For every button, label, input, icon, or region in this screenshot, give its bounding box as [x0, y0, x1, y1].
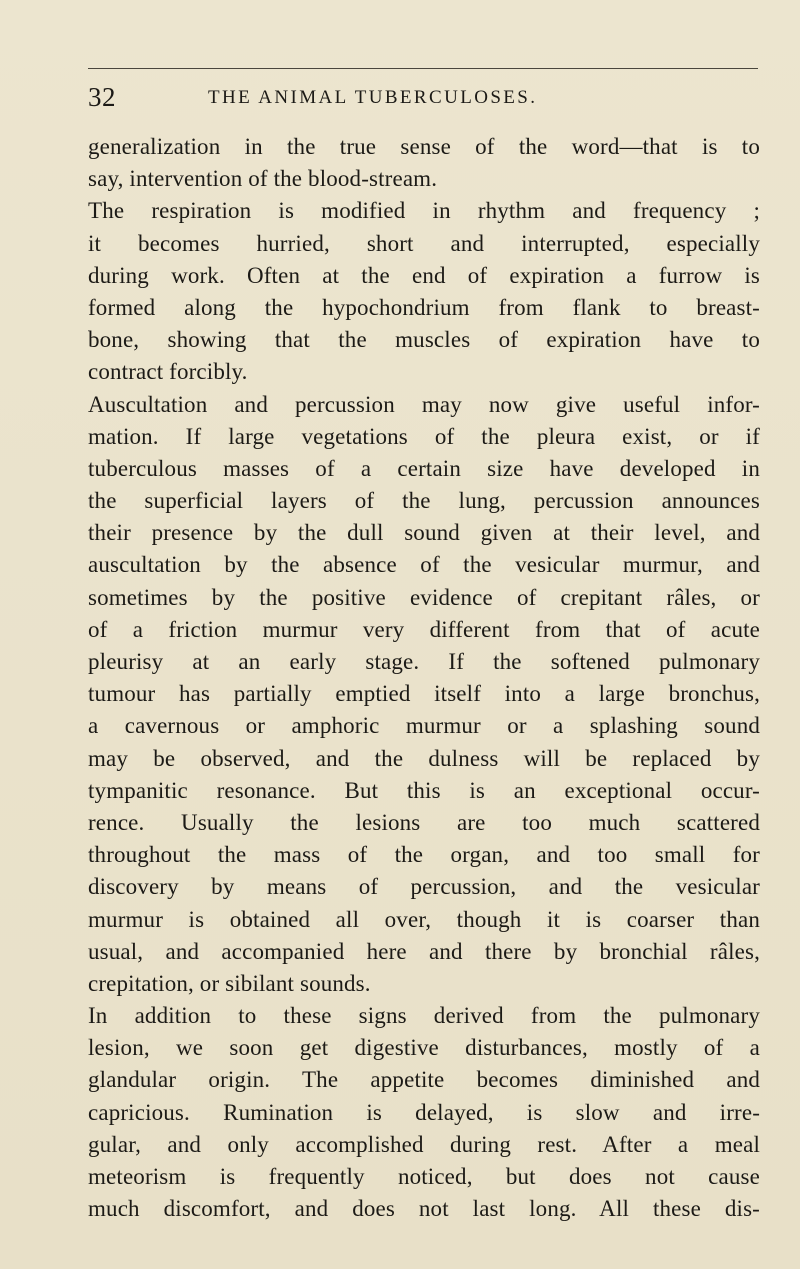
- header-rule: [88, 68, 758, 69]
- text-line: auscultation by the absence of the vesicular murmur, and: [88, 552, 760, 578]
- text-line: their presence by the dull sound given at their level, and: [88, 520, 760, 546]
- text-line: In addition to these signs derived from the pulmonary: [88, 1003, 760, 1029]
- text-line: may be observed, and the dulness will be replaced by: [88, 745, 760, 771]
- text-line: sometimes by the positive evidence of crepitant râles, or: [88, 584, 760, 610]
- running-title: THE ANIMAL TUBERCULOSES.: [208, 87, 538, 108]
- text-line: formed along the hypochondrium from flank to breast-: [88, 294, 760, 320]
- text-line: gular, and only accomplished during rest. After a meal: [88, 1131, 760, 1157]
- text-line: tuberculous masses of a certain size have developed in: [88, 455, 760, 481]
- text-line: bone, showing that the muscles of expiration have to: [88, 327, 760, 353]
- text-line: generalization in the true sense of the word—that is to: [88, 134, 760, 159]
- text-line: capricious. Rumination is delayed, is slow and irre-: [88, 1099, 760, 1125]
- text-line: a cavernous or amphoric murmur or a splashing sound: [88, 713, 760, 739]
- text-line: tympanitic resonance. But this is an exceptional occur-: [88, 777, 760, 803]
- text-line: say, intervention of the blood-stream.: [88, 166, 438, 192]
- text-line: throughout the mass of the organ, and too small for: [88, 842, 760, 868]
- page-header: [88, 80, 758, 114]
- text-line: lesion, we soon get digestive disturbances, mostly of a: [88, 1035, 760, 1061]
- page-number: 32: [88, 82, 116, 112]
- text-line: during work. Often at the end of expiration a furrow is: [88, 262, 760, 288]
- text-line: pleurisy at an early stage. If the softened pulmonary: [88, 649, 760, 674]
- body-text: [88, 131, 760, 1225]
- text-line: crepitation, or sibilant sounds.: [88, 970, 371, 996]
- text-line: it becomes hurried, short and interrupted, especially: [88, 230, 760, 256]
- text-line: usual, and accompanied here and there by bronchial râles,: [88, 938, 760, 964]
- text-line: mation. If large vegetations of the pleura exist, or if: [88, 423, 760, 449]
- text-line: The respiration is modified in rhythm and frequency ;: [88, 198, 760, 224]
- text-line: the superficial layers of the lung, percussion announces: [88, 488, 760, 514]
- text-line: murmur is obtained all over, though it is coarser than: [88, 906, 760, 932]
- text-line: Auscultation and percussion may now give useful infor-: [88, 391, 760, 417]
- text-line: much discomfort, and does not last long. All these dis-: [88, 1196, 760, 1222]
- text-line: contract forcibly.: [88, 359, 248, 385]
- text-line: glandular origin. The appetite becomes diminished and: [88, 1067, 760, 1093]
- text-line: tumour has partially emptied itself into a large bronchus,: [88, 681, 760, 707]
- text-line: rence. Usually the lesions are too much scattered: [88, 809, 760, 835]
- text-line: discovery by means of percussion, and the vesicular: [88, 874, 760, 900]
- text-line: meteorism is frequently noticed, but does not cause: [88, 1164, 760, 1189]
- text-line: of a friction murmur very different from that of acute: [88, 616, 760, 642]
